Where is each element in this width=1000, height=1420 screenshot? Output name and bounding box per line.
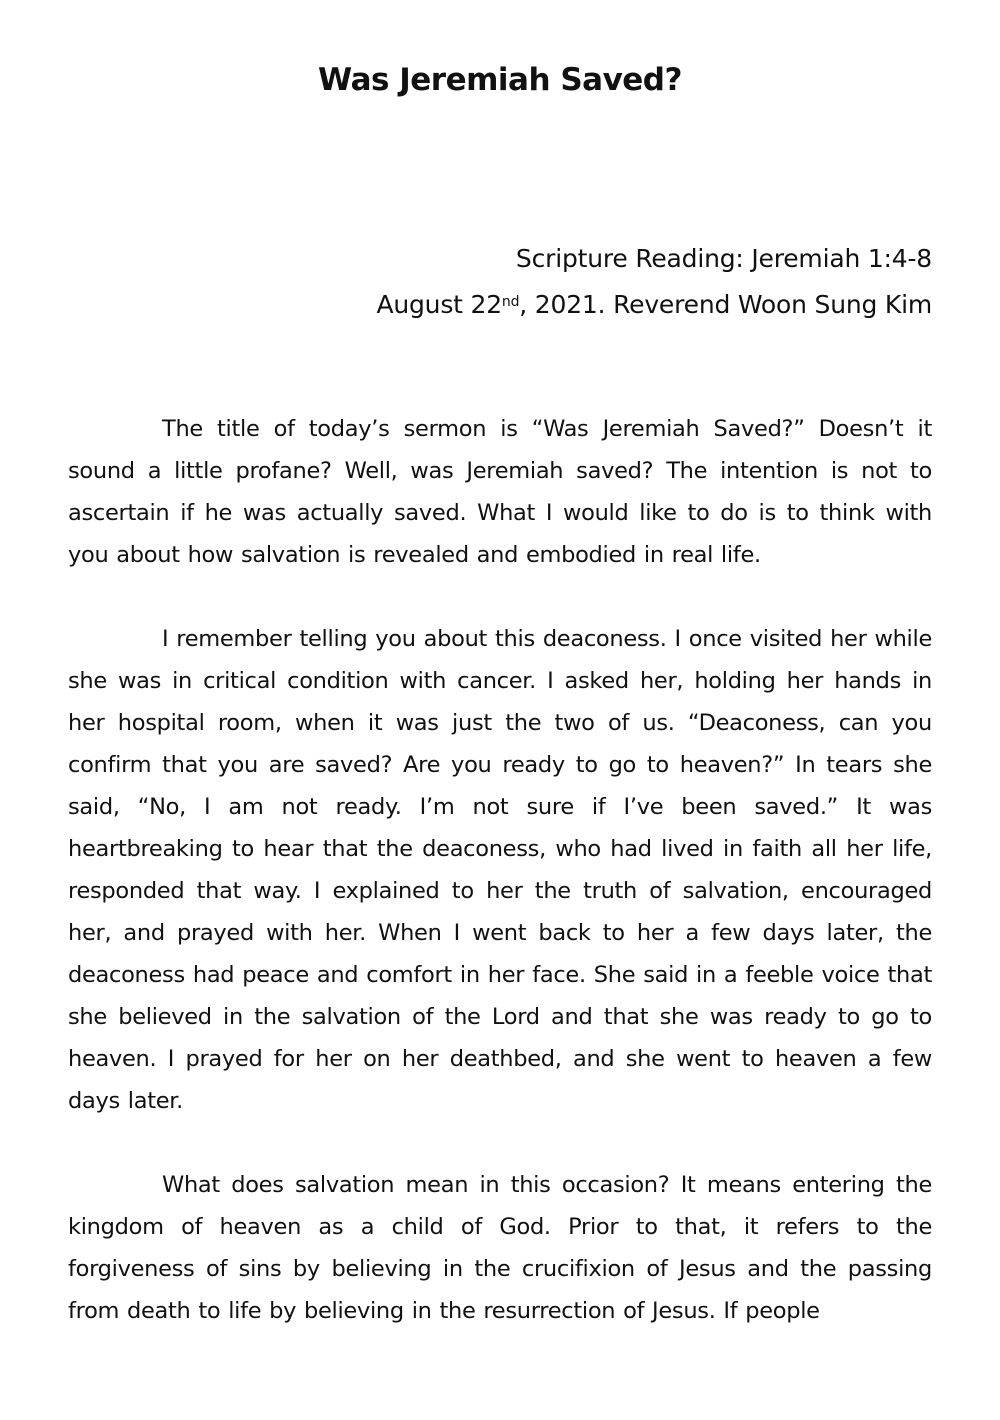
paragraph-1: The title of today’s sermon is “Was Jeremiah Saved?” Doesn’t it sound a little profane? Well, was Jeremiah saved? The intention is not to ascertain if he was actually saved. What I would like to do is to think with you about how salvation is revealed and embodied in real life. bbox=[68, 416, 932, 568]
page-title: Was Jeremiah Saved? bbox=[318, 62, 682, 98]
paragraph-3: What does salvation mean in this occasion? It means entering the kingdom of heaven as a child of God. Prior to that, it refers to the forgiveness of sins by believing in the crucifixion of Jesus and the passing from death to life by believing in the resurrection of Jesus. If people bbox=[68, 1172, 932, 1324]
date-prefix: August 22 bbox=[376, 290, 502, 319]
sermon-meta bbox=[376, 236, 932, 328]
date-ordinal-suffix: nd bbox=[501, 294, 520, 310]
sermon-body bbox=[68, 408, 932, 1374]
paragraph-2: I remember telling you about this deaconess. I once visited her while she was in critical condition with cancer. I asked her, holding her hands in her hospital room, when it was just the two of us. “Deaconess, can you confirm that you are saved? Are you ready to go to heaven?” In tears she said, “No, I am not ready. I’m not sure if I’ve been saved.” It was heartbreaking to hear that the deaconess, who had lived in faith all her life, responded that way. I explained to her the truth of salvation, encouraged her, and prayed with her. When I went back to her a few days later, the deaconess had peace and comfort in her face. She said in a feeble voice that she believed in the salvation of the Lord and that she was ready to go to heaven. I prayed for her on her deathbed, and she went to heaven a few days later. bbox=[68, 626, 932, 1114]
date-author-line bbox=[376, 282, 932, 328]
date-author-rest: , 2021. Reverend Woon Sung Kim bbox=[519, 290, 932, 319]
scripture-reading: Scripture Reading: Jeremiah 1:4-8 bbox=[515, 244, 932, 273]
